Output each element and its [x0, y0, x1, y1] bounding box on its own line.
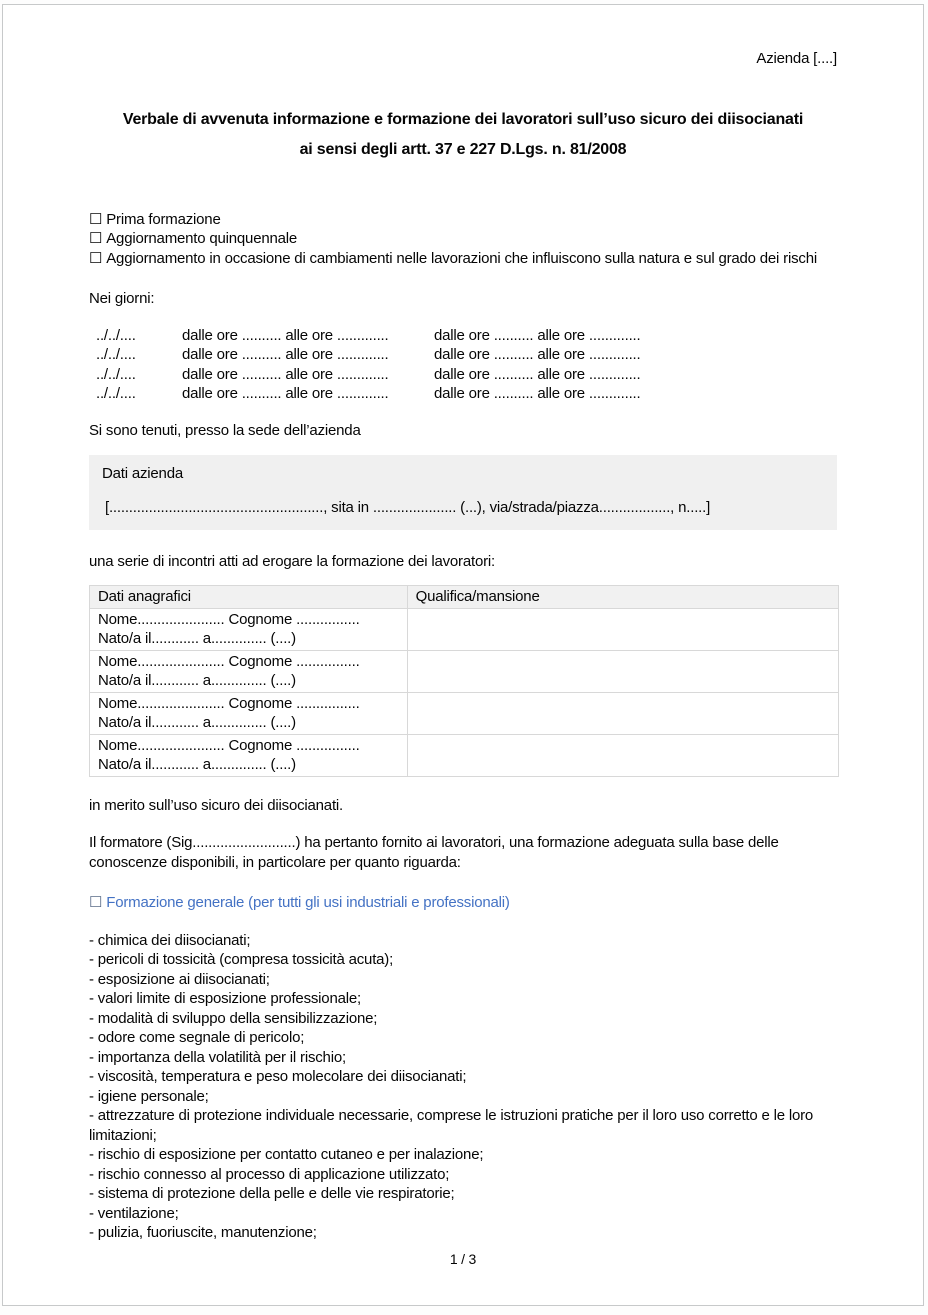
list-item: - importanza della volatilità per il rischio; — [89, 1048, 346, 1066]
nei-giorni-label: Nei giorni: — [89, 290, 155, 307]
date-placeholder: ../../.... — [96, 365, 136, 383]
time-slot-2: dalle ore .......... alle ore ............. — [434, 385, 641, 402]
time-slot-2: dalle ore .......... alle ore ............. — [434, 326, 641, 344]
list-item: - rischio connesso al processo di applicazione utilizzato; — [89, 1165, 450, 1183]
worker-qualifica-cell — [407, 692, 838, 734]
list-item: - attrezzature di protezione individuale necessarie, comprese le istruzioni pratiche per il loro uso corretto e le loro limitazioni; — [89, 1107, 814, 1144]
time-slot-1: dalle ore .......... alle ore ............. — [182, 346, 389, 363]
una-serie-text: una serie di incontri atti ad erogare la formazione dei lavoratori: — [89, 553, 495, 570]
table-row — [90, 608, 839, 650]
list-item: - valori limite di esposizione professionale; — [89, 990, 361, 1007]
list-item: - viscosità, temperatura e peso molecolare dei diisocianati; — [89, 1068, 467, 1085]
time-slot-2: dalle ore .......... alle ore ............. — [434, 365, 641, 383]
schedule-row — [89, 384, 837, 404]
heading-label: Formazione generale (per tutti gli usi industriali e professionali) — [106, 894, 510, 911]
table-row — [90, 734, 839, 776]
dati-azienda-box — [89, 455, 837, 530]
list-item: - igiene personale; — [89, 1087, 209, 1105]
list-item: - pericoli di tossicità (compresa tossicità acuta); — [89, 951, 394, 968]
list-item: - esposizione ai diisocianati; — [89, 970, 270, 988]
formazione-generale-heading — [89, 893, 837, 913]
option-prima-formazione — [89, 210, 837, 230]
page-number: 1 / 3 — [449, 1250, 477, 1267]
title-line-2: ai sensi degli artt. 37 e 227 D.Lgs. n. 81/2008 — [299, 140, 627, 158]
time-slot-1: dalle ore .......... alle ore ............. — [182, 385, 389, 402]
worker-anagrafica-cell — [90, 650, 408, 692]
title-line-1: Verbale di avvenuta informazione e formazione dei lavoratori sull’uso sicuro dei diisocianati — [122, 110, 804, 128]
nome-cognome-line: Nome...................... Cognome ................ — [98, 652, 360, 670]
list-item: - rischio di esposizione per contatto cutaneo e per inalazione; — [89, 1146, 484, 1163]
option-aggiornamento-cambiamenti — [89, 249, 837, 269]
formazione-topics-list — [89, 931, 837, 1243]
schedule-row — [89, 365, 837, 385]
nato-a-line: Nato/a il............ a.............. (....) — [98, 756, 296, 773]
nato-a-line: Nato/a il............ a.............. (....) — [98, 630, 296, 647]
page-content — [3, 49, 923, 1269]
worker-qualifica-cell — [407, 608, 838, 650]
list-item: - odore come segnale di pericolo; — [89, 1029, 305, 1046]
table-row — [90, 692, 839, 734]
time-slot-1: dalle ore .......... alle ore ............. — [182, 365, 389, 383]
option-label: Aggiornamento in occasione di cambiamenti nelle lavorazioni che influiscono sulla natura e sul grado dei rischi — [106, 249, 817, 267]
azienda-header: Azienda [....] — [756, 50, 837, 67]
date-placeholder: ../../.... — [96, 326, 136, 344]
checkbox-icon: ☐ — [89, 230, 103, 247]
list-item: - modalità di sviluppo della sensibilizzazione; — [89, 1009, 378, 1027]
schedule-row — [89, 326, 837, 346]
nato-a-line: Nato/a il............ a.............. (....) — [98, 672, 296, 689]
option-aggiornamento-quinquennale — [89, 229, 837, 249]
worker-qualifica-cell — [407, 650, 838, 692]
nome-cognome-line: Nome...................... Cognome ................ — [98, 694, 360, 712]
worker-anagrafica-cell — [90, 734, 408, 776]
schedule-rows — [89, 326, 837, 404]
nato-a-line: Nato/a il............ a.............. (....) — [98, 714, 296, 731]
date-placeholder: ../../.... — [96, 346, 136, 363]
option-label: Aggiornamento quinquennale — [106, 230, 298, 247]
list-item: - sistema di protezione della pelle e delle vie respiratorie; — [89, 1185, 455, 1202]
checkbox-icon: ☐ — [89, 894, 103, 911]
in-merito-text: in merito sull’uso sicuro dei diisocianati. — [89, 796, 344, 814]
checkbox-icon: ☐ — [89, 210, 103, 228]
checkbox-icon: ☐ — [89, 249, 103, 267]
list-item: - ventilazione; — [89, 1204, 179, 1222]
document-page — [2, 4, 924, 1306]
time-slot-1: dalle ore .......... alle ore ............. — [182, 326, 389, 344]
list-item: - pulizia, fuoriuscite, manutenzione; — [89, 1224, 317, 1241]
table-row — [90, 650, 839, 692]
date-placeholder: ../../.... — [96, 385, 136, 402]
dati-azienda-title: Dati azienda — [102, 465, 183, 482]
list-item: - chimica dei diisocianati; — [89, 931, 251, 949]
nome-cognome-line: Nome...................... Cognome ................ — [98, 736, 360, 754]
header-qualifica-mansione: Qualifica/mansione — [407, 585, 838, 608]
table-header-row — [90, 585, 839, 608]
si-sono-tenuti-text: Si sono tenuti, presso la sede dell’azienda — [89, 421, 361, 439]
header-dati-anagrafici: Dati anagrafici — [90, 585, 408, 608]
time-slot-2: dalle ore .......... alle ore ............. — [434, 346, 641, 363]
worker-anagrafica-cell — [90, 692, 408, 734]
nome-cognome-line: Nome...................... Cognome ................ — [98, 610, 360, 628]
document-title — [89, 105, 837, 165]
training-type-options — [89, 210, 837, 269]
schedule-row — [89, 345, 837, 365]
workers-table — [89, 585, 839, 777]
dati-azienda-fill-line: [......................................................, sita in ..................... (...), via/strada/piazza.................., n.....] — [105, 498, 711, 516]
option-label: Prima formazione — [106, 210, 221, 228]
formatore-paragraph: Il formatore (Sig..........................) ha pertanto fornito ai lavoratori, una formazione adeguata sulla base delle conoscenze disponibili, in particolare per quanto riguarda: — [89, 834, 779, 871]
worker-anagrafica-cell — [90, 608, 408, 650]
worker-qualifica-cell — [407, 734, 838, 776]
